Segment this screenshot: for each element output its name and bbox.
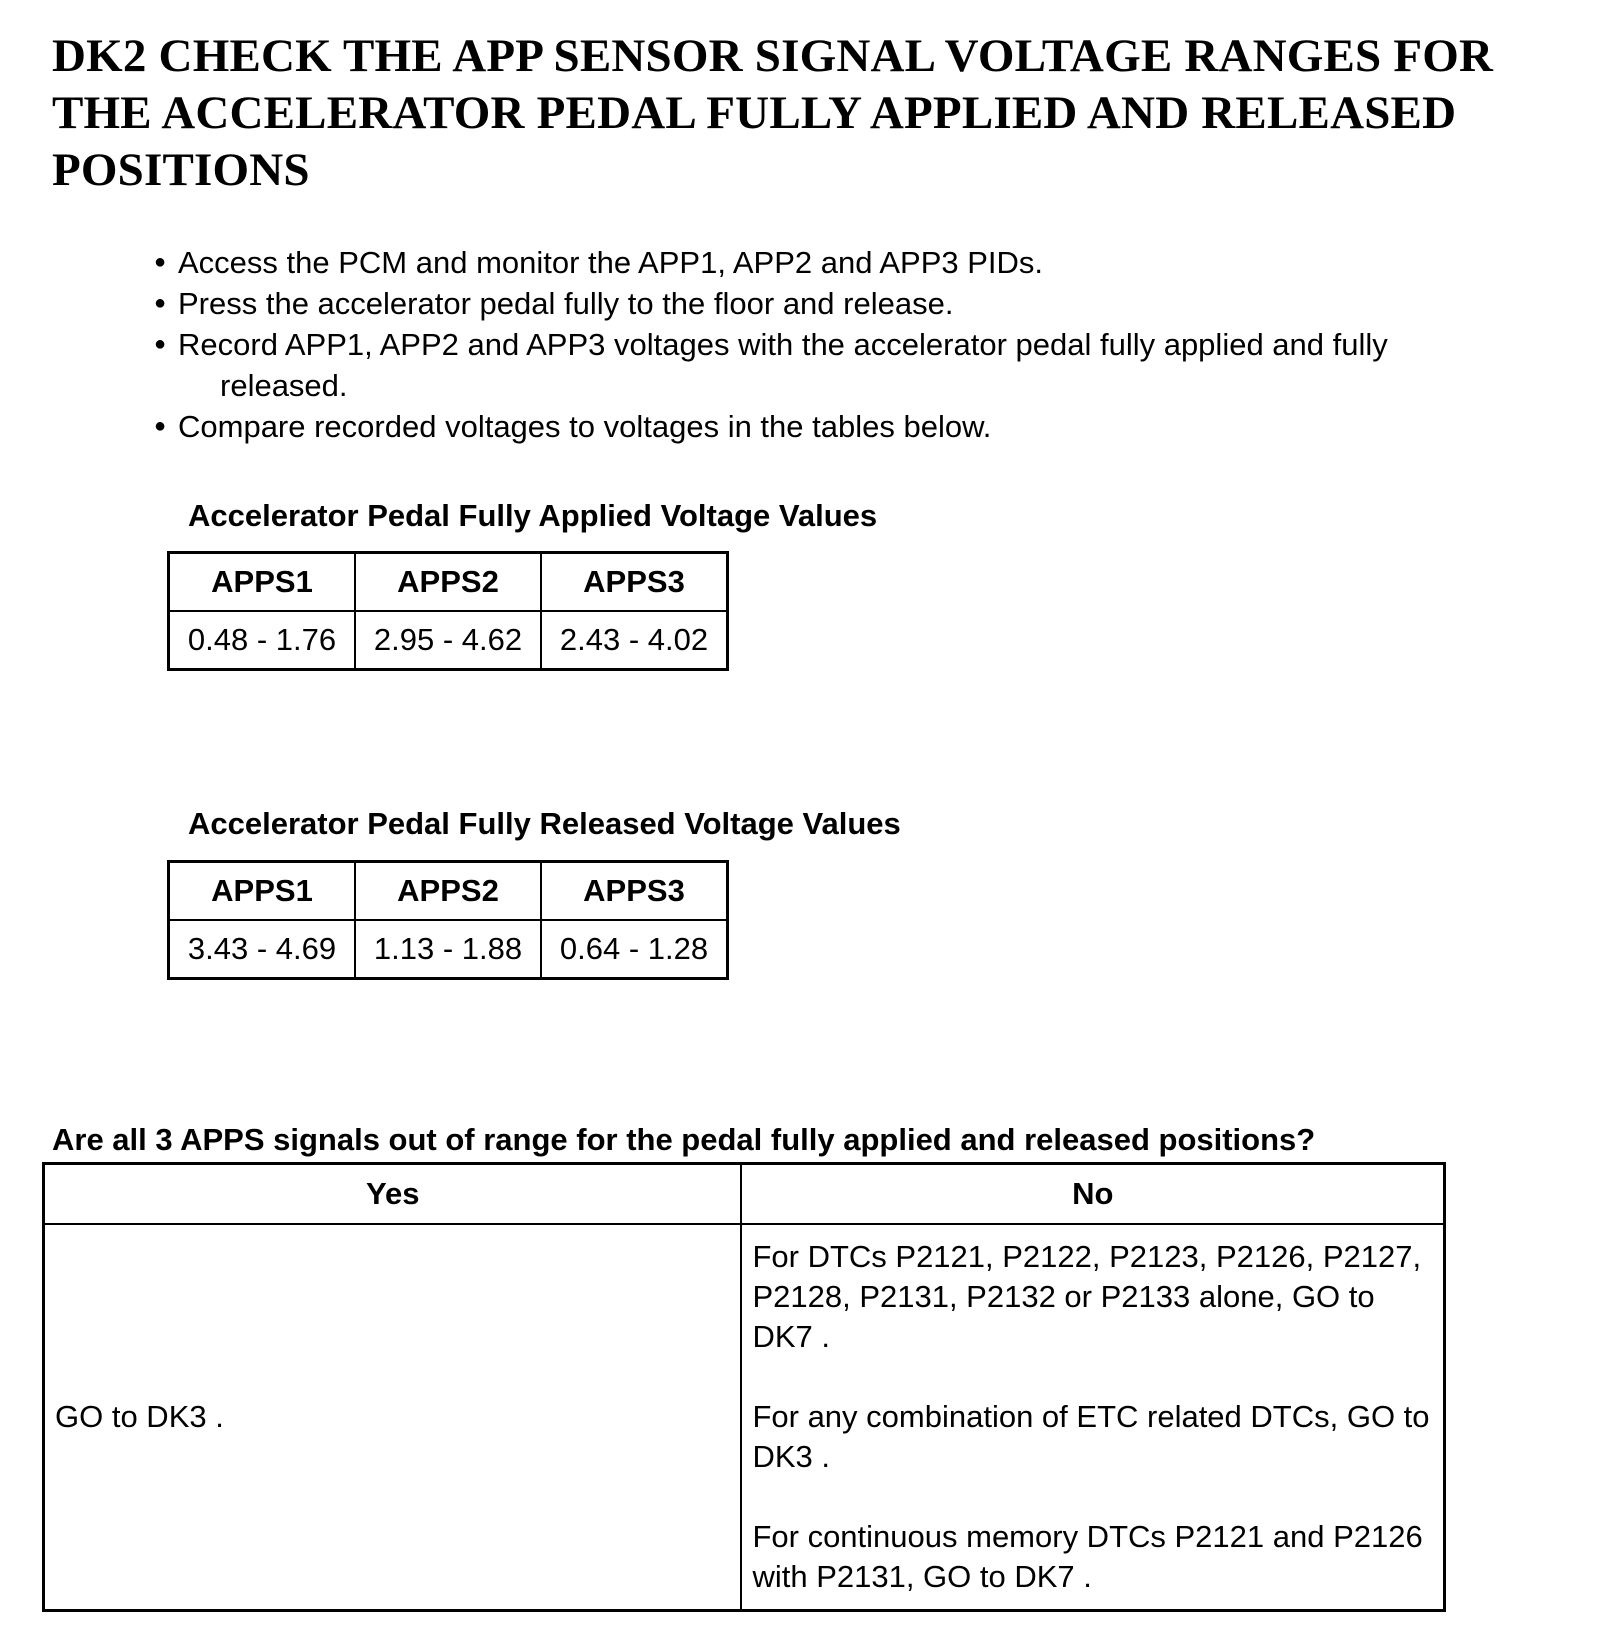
no-header: No — [741, 1164, 1444, 1225]
list-item — [154, 324, 1574, 406]
page-title: DK2 CHECK THE APP SENSOR SIGNAL VOLTAGE RANGES FOR THE ACCELERATOR PEDAL FULLY APPLIED AND RELEASED POSITIONS — [52, 30, 1494, 196]
step-text: Compare recorded voltages to voltages in the tables below. — [178, 409, 992, 444]
list-item — [154, 242, 1574, 283]
column-header: APPS3 — [541, 553, 728, 612]
no-paragraph: For continuous memory DTCs P2121 and P2126 with P2131, GO to DK7 . — [752, 1519, 1423, 1594]
decision-question: Are all 3 APPS signals out of range for the pedal fully applied and released positions? — [52, 1122, 1316, 1157]
table-cell: 3.43 - 4.69 — [169, 920, 356, 979]
yes-header: Yes — [44, 1164, 742, 1225]
no-paragraph: For any combination of ETC related DTCs, GO to DK3 . — [752, 1399, 1430, 1474]
bullet-icon: ● — [154, 292, 167, 314]
released-voltage-table — [167, 860, 729, 980]
step-text: Access the PCM and monitor the APP1, APP2 and APP3 PIDs. — [178, 245, 1044, 280]
step-text: Press the accelerator pedal fully to the floor and release. — [178, 286, 954, 321]
bullet-icon: ● — [154, 251, 167, 273]
instruction-list — [154, 242, 1574, 447]
table-header-row — [44, 1164, 1445, 1225]
table-row — [44, 1224, 1445, 1611]
table-row — [169, 920, 728, 979]
applied-table-caption: Accelerator Pedal Fully Applied Voltage Values — [188, 498, 878, 533]
table-header-row — [169, 862, 728, 921]
table-cell: 1.13 - 1.88 — [355, 920, 541, 979]
applied-voltage-table — [167, 551, 729, 671]
no-cell — [741, 1224, 1444, 1611]
list-item — [154, 283, 1574, 324]
column-header: APPS1 — [169, 553, 356, 612]
bullet-icon: ● — [154, 333, 167, 355]
released-table-caption: Accelerator Pedal Fully Released Voltage Values — [188, 806, 901, 841]
table-cell: 2.95 - 4.62 — [355, 611, 541, 670]
table-cell: 0.64 - 1.28 — [541, 920, 728, 979]
step-text — [178, 324, 1574, 406]
yes-cell: GO to DK3 . — [44, 1224, 742, 1611]
bullet-icon: ● — [154, 415, 167, 437]
column-header: APPS1 — [169, 862, 356, 921]
decision-table — [42, 1162, 1446, 1612]
column-header: APPS2 — [355, 553, 541, 612]
table-header-row — [169, 553, 728, 612]
step-text-continuation: released. — [220, 368, 348, 403]
column-header: APPS2 — [355, 862, 541, 921]
table-row — [169, 611, 728, 670]
step-text-line: Record APP1, APP2 and APP3 voltages with the accelerator pedal fully applied and fully — [178, 327, 1388, 362]
no-paragraph: For DTCs P2121, P2122, P2123, P2126, P2127, P2128, P2131, P2132 or P2133 alone, GO to DK7 . — [752, 1239, 1422, 1354]
list-item — [154, 406, 1574, 447]
table-cell: 2.43 - 4.02 — [541, 611, 728, 670]
column-header: APPS3 — [541, 862, 728, 921]
table-cell: 0.48 - 1.76 — [169, 611, 356, 670]
